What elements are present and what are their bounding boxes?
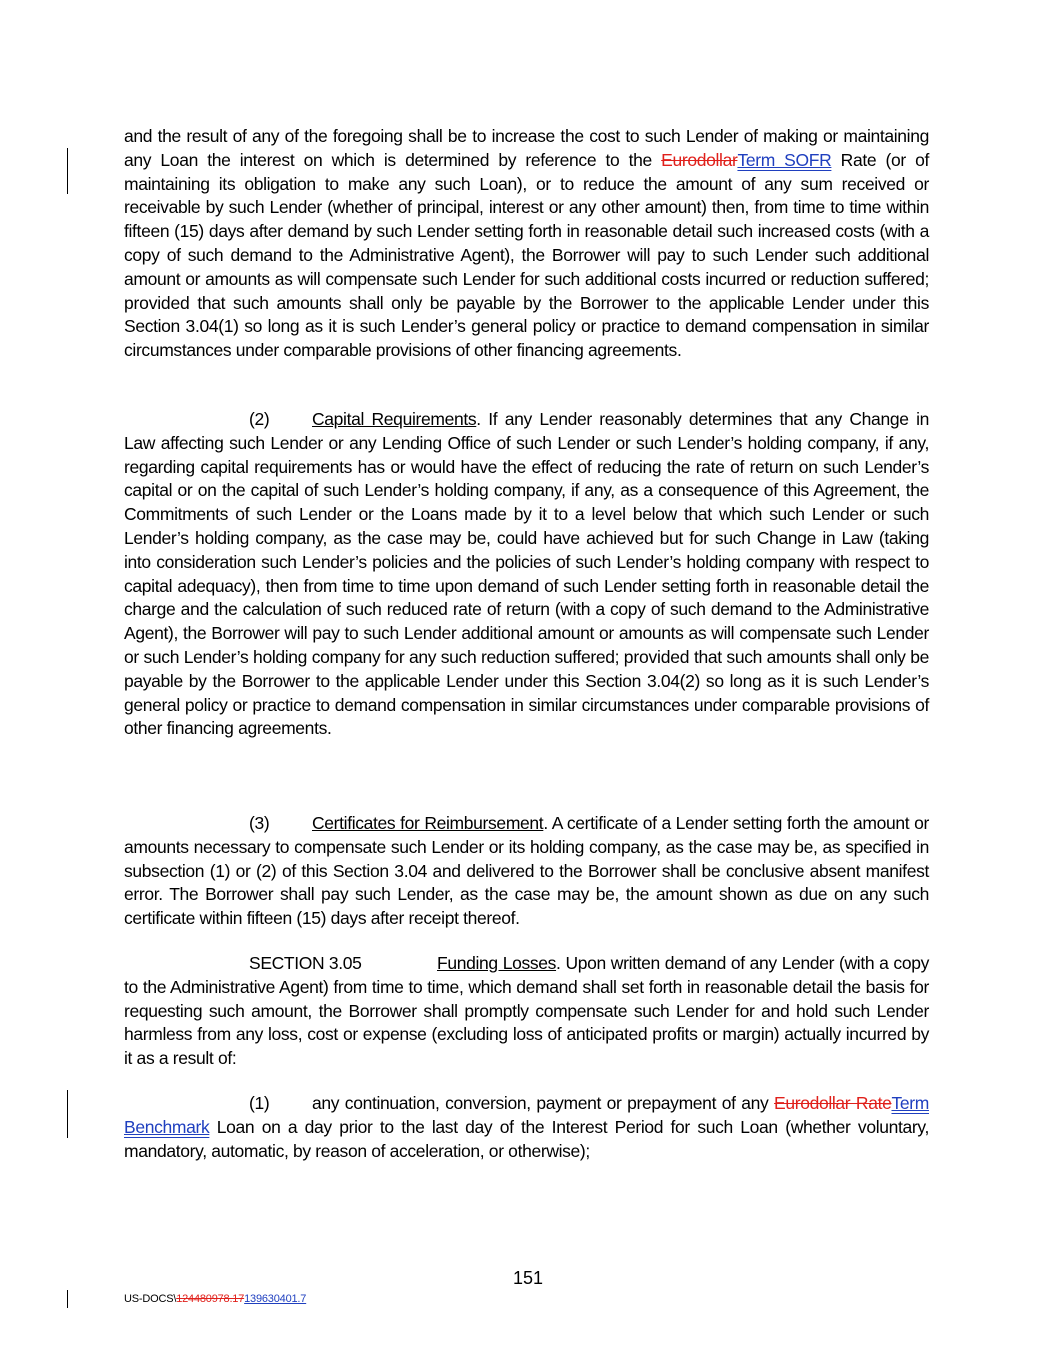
paragraph-text: . If any Lender reasonably determines that any Change in Law affecting such Lender or any Lending Office of such Lender or such Lender’s holding company, if any, regarding capital requirements has or would have the effect of reducing the rate of return on such Lender’s capital or on the capital of such Lender’s holding company, if any, as a consequence of this Agreement, the Commitments of such Lender or the Loans made by it to a level below that which such Lender or such Lender’s holding company, as the case may be, could have achieved but for such Change in Law (taking into consideration such Lender’s policies and the policies of such Lender’s holding company with respect to capital adequacy), then from time to time upon demand of such Lender setting forth in reasonable detail the charge and the calculation of such reduced rate of return (with a copy of such demand to the Administrative Agent), the Borrower will pay to such Lender additional amount or amounts as will compensate such Lender or such Lender’s holding company for any such reduction suffered; xyxy=(124,409,929,667)
clause-number: (2) xyxy=(249,409,270,429)
paragraph-3-04-3 xyxy=(124,812,929,931)
clause-heading: Capital Requirements xyxy=(312,409,477,429)
paragraph-text: . A certificate of a Lender setting forth the amount or amounts necessary to compensate such Lender or its holding company, as the case may be, as specified in subsection (1) or (2) of this Section 3.04 and delivered to the Borrower shall be conclusive absent manifest error. The Borrower shall pay such Lender, as the case may be, the amount shown as due on any such certificate within fifteen (15) days after receipt thereof. xyxy=(124,813,929,929)
deleted-text: Eurodollar Rate xyxy=(774,1093,892,1113)
footer-inserted-id: 139630401.7 xyxy=(244,1293,307,1305)
paragraph-text: that such amounts shall only be payable by the Borrower to the applicable Lender under this Section 3.04(2) so long as it is such Lender’s general policy or practice to demand compensation in similar circumstances under comparable provisions of other financing agreements. xyxy=(124,646,929,739)
provided-term: provided xyxy=(124,292,190,313)
paragraph-text: and the result of any of the foregoing shall be to increase the cost to such Lender of making or maintaining any Loan the interest on which is determined by reference to the xyxy=(124,126,929,170)
paragraph-text: that such amounts shall only be payable by the Borrower to the applicable Lender under this Section 3.04(1) so long as it is such Lender’s general policy or practice to demand compensation in similar circumstances under comparable provisions of other financing agreements. xyxy=(124,292,929,361)
paragraph-text: Rate (or of maintaining its obligation to make any such Loan), or to reduce the amount of any sum received or receivable by such Lender (whether of principal, interest or any other amount) then, from time to time within fifteen (15) days after demand by such Lender setting forth in reasonable detail such increased costs (with a copy of such demand to the Administrative Agent), the Borrower will pay to such Lender such additional amount or amounts as will compensate such Lender for such additional costs incurred or reduction suffered; xyxy=(124,149,929,289)
paragraph-text: any continuation, conversion, payment or prepayment of any xyxy=(312,1093,775,1113)
inserted-text: Term SOFR xyxy=(737,149,832,170)
inserted-text: Term Benchmark xyxy=(124,1093,929,1137)
paragraph-text: . Upon written demand of any Lender (with a copy to the Administrative Agent) from time to time, which demand shall set forth in reasonable detail the basis for requesting such amount, the Borrower shall promptly compensate such Lender for and hold such Lender harmless from any loss, cost or expense (excluding loss of anticipated profits or margin) actually incurred by it as a result of: xyxy=(124,953,929,1069)
paragraph-3-04-2 xyxy=(124,408,929,741)
clause-number: (1) xyxy=(249,1093,270,1113)
change-bar xyxy=(67,1290,68,1308)
footer-deleted-id: 124480978.17 xyxy=(176,1293,245,1305)
paragraph-text: Loan on a day prior to the last day of the Interest Period for such Loan (whether voluntary, mandatory, automatic, by reason of acceleration, or otherwise); xyxy=(124,1116,929,1161)
deleted-text: Eurodollar xyxy=(661,149,738,170)
section-number: SECTION 3.05 xyxy=(249,953,362,973)
document-footer xyxy=(124,1293,306,1305)
clause-number: (3) xyxy=(249,813,270,833)
page-number: 151 xyxy=(512,1268,544,1288)
paragraph-3-05-1 xyxy=(124,1092,929,1163)
paragraph-3-04-1-continuation xyxy=(124,125,929,363)
change-bar xyxy=(67,1090,68,1138)
provided-term: provided xyxy=(623,646,690,667)
clause-heading: Certificates for Reimbursement xyxy=(312,813,544,833)
section-3-05 xyxy=(124,952,929,1071)
footer-prefix: US-DOCS\ xyxy=(124,1293,177,1305)
section-heading: Funding Losses xyxy=(437,953,557,973)
change-bar xyxy=(67,148,68,194)
